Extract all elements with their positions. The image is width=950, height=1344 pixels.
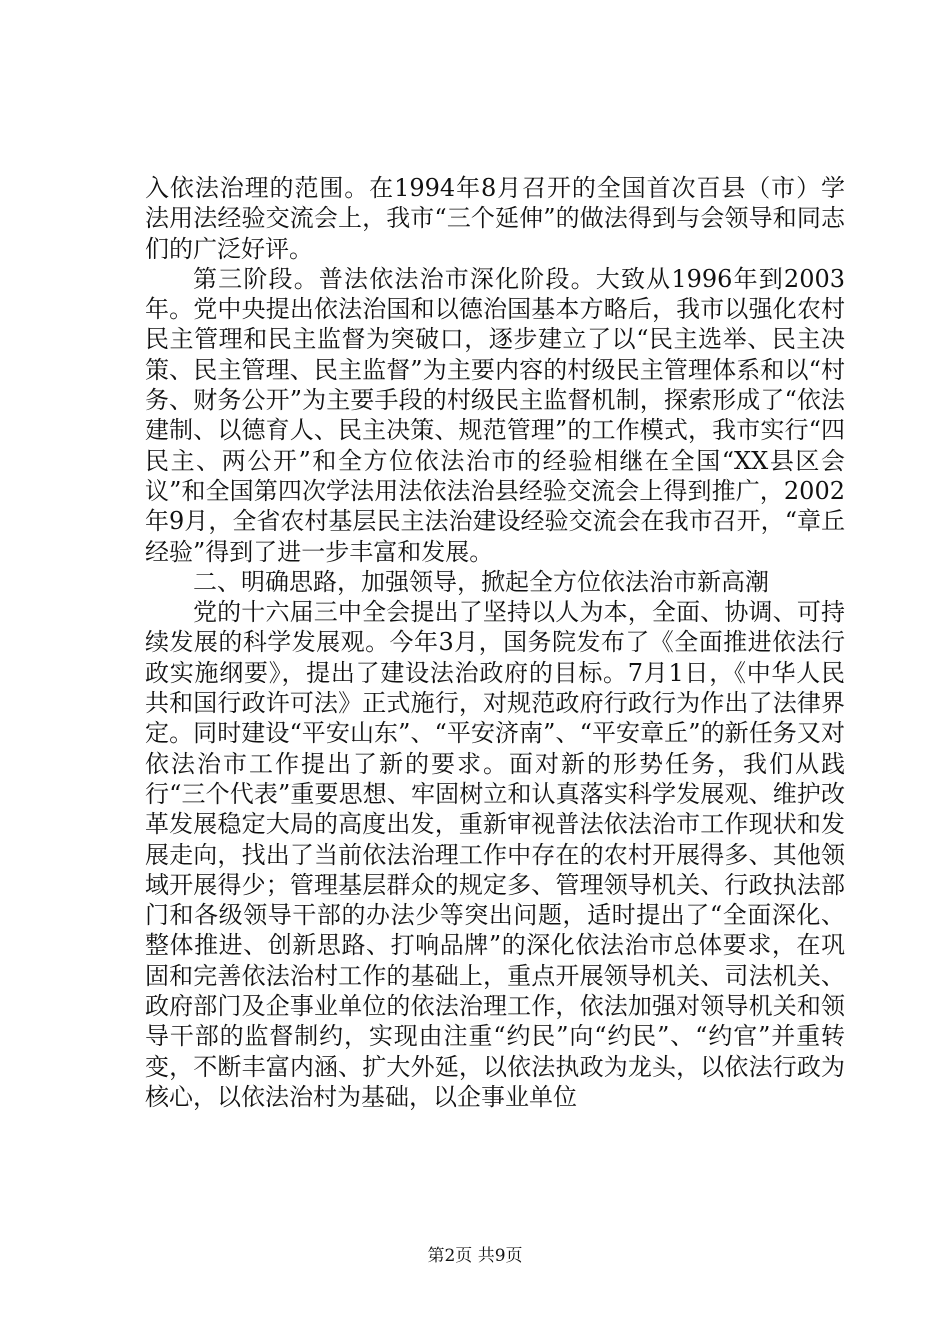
section-heading: 二、明确思路，加强领导，掀起全方位依法治市新高潮 bbox=[193, 567, 769, 596]
document-body bbox=[145, 173, 845, 1112]
paragraph-2: 第三阶段。普法依法治市深化阶段。大致从1996年到2003年。党中央提出依法治国和以德治国基本方略后，我市以强化农村民主管理和民主监督为突破口，逐步建立了以“民主选举、民主决策、民主管理、民主监督”为主要内容的村级民主管理体系和以“村务、财务公开”为主要手段的村级民主监督机制，探索形成了“依法建制、以德育人、民主决策、规范管理”的工作模式，我市实行“四民主、两公开”和全方位依法治市的经验相继在全国“XX县区会议”和全国第四次学法用法依法治县经验交流会上得到推广，2002年9月，全省农村基层民主法治建设经验交流会在我市召开，“章丘经验”得到了进一步丰富和发展。 bbox=[145, 264, 845, 566]
paragraph-1: 入依法治理的范围。在1994年8月召开的全国首次百县（市）学法用法经验交流会上，我市“三个延伸”的做法得到与会领导和同志们的广泛好评。 bbox=[145, 174, 845, 263]
paragraph-3: 党的十六届三中全会提出了坚持以人为本，全面、协调、可持续发展的科学发展观。今年3月，国务院发布了《全面推进依法行政实施纲要》，提出了建设法治政府的目标。7月1日，《中华人民共和国行政许可法》正式施行，对规范政府行政行为作出了法律界定。同时建设“平安山东”、“平安济南”、“平安章丘”的新任务又对依法治市工作提出了新的要求。面对新的形势任务，我们从践行“三个代表”重要思想、牢固树立和认真落实科学发展观、维护改革发展稳定大局的高度出发，重新审视普法依法治市工作现状和发展走向，找出了当前依法治理工作中存在的农村开展得多、其他领域开展得少；管理基层群众的规定多、管理领导机关、行政执法部门和各级领导干部的办法少等突出问题，适时提出了“全面深化、整体推进、创新思路、打响品牌”的深化依法治市总体要求，在巩固和完善依法治村工作的基础上，重点开展领导机关、司法机关、政府部门及企事业单位的依法治理工作，依法加强对领导机关和领导干部的监督制约，实现由注重“约民”向“约民”、“约官”并重转变，不断丰富内涵、扩大外延，以依法执政为龙头，以依法行政为核心，以依法治村为基础，以企事业单位 bbox=[145, 598, 845, 1111]
page-number: 第2页 共9页 bbox=[427, 1246, 523, 1266]
page-footer bbox=[0, 1246, 950, 1266]
